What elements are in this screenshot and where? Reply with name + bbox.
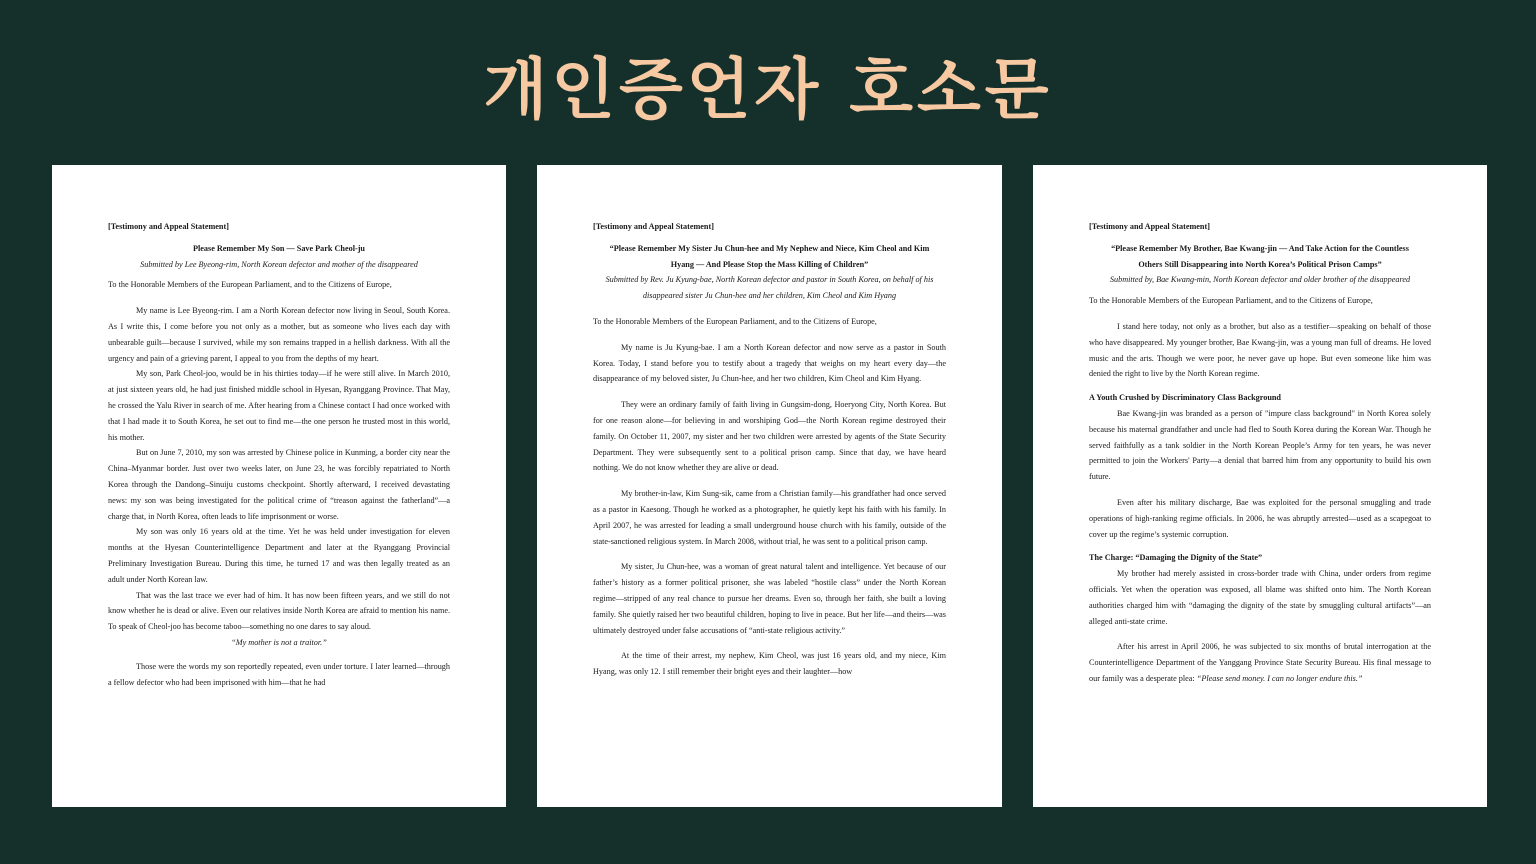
doc-salutation: To the Honorable Members of the European Parliament, and to the Citizens of Europe, [593,316,877,326]
doc-byline: Submitted by, Bae Kwang-min, North Korean defector and older brother of the disappeared [1109,275,1411,285]
doc-paragraph: But on June 7, 2010, my son was arrested by Chinese police in Kunming, a border city near the China–Myanmar border. Just over two weeks later, on June 23, he was forcibly repatriated to North Korea through the Dandong–Sinuiju customs checkpoint. Shortly afterward, I received devastating news: my son was being investigated for the political crime of “treason against the fatherland”—a charge that, in North Korea, often leads to life imprisonment or worse. [108,448,450,521]
doc-title: “Please Remember My Sister Ju Chun-hee and My Nephew and Niece, Kim Cheol and Kim Hyang — And Please Stop the Mass Killing of Children” [609,243,930,269]
doc-paragraph: My son, Park Cheol-joo, would be in his thirties today—if he were still alive. In March 2010, at just sixteen years old, he had just finished middle school in Hyesan, Ryanggang Province. That May, he crossed the Yalu River in search of me. After hearing from a Chinese contact I had once worked with that I had made it to South Korea, he set out to find me—the one person he trusted most in this world, his mother. [108,369,450,442]
doc-salutation: To the Honorable Members of the European Parliament, and to the Citizens of Europe, [108,280,392,290]
doc-paragraph: At the time of their arrest, my nephew, Kim Cheol, was just 16 years old, and my niece, Kim Hyang, was only 12. I still remember their bright eyes and their laughter—how [593,651,946,677]
doc-paragraph: Bae Kwang-jin was branded as a person of "impure class background" in North Korea solely because his maternal grandfather and uncle had fled to South Korea during the Korean War. Though he served faithfully as a tank soldier in the North Korean People’s Army for ten years, he was never permitted to join the Workers' Party—a denial that barred him from any opportunity to build his own future. [1089,408,1431,482]
doc-paragraph: My brother-in-law, Kim Sung-sik, came from a Christian family—his grandfather had once served as a pastor in Kaesong. Though he worked as a photographer, he quietly kept his faith with his family. In April 2007, he was arrested for leading a small underground house church with his family, outside of the state-sanctioned religious system. In March 2008, without trial, he was sent to a political prison camp. [593,489,946,546]
doc-paragraph: Those were the words my son reportedly repeated, even under torture. I later learned—through a fellow defector who had been imprisoned with him—that he had [108,661,450,687]
doc-title: “Please Remember My Brother, Bae Kwang-jin — And Take Action for the Countless Others Still Disappearing into North Korea’s Political Prison Camps” [1111,243,1409,269]
testimony-page-2 [537,165,1002,807]
doc-paragraph: Even after his military discharge, Bae was exploited for the personal smuggling and trade operations of high-ranking regime officials. In 2006, he was abruptly arrested—used as a scapegoat to cover up the regime’s systemic corruption. [1089,497,1431,539]
doc-paragraph: My brother had merely assisted in cross-border trade with China, under orders from regime officials. Yet when the operation was exposed, all blame was shifted onto him. The North Korean authorities charged him with “damaging the dignity of the state by smuggling cultural artifacts”—an alleged anti-state crime. [1089,569,1431,626]
doc-section-heading: A Youth Crushed by Discriminatory Class Background [1089,393,1281,403]
doc-paragraph: I stand here today, not only as a brother, but also as a testifier—speaking on behalf of those who have disappeared. My younger brother, Bae Kwang-jin, was a young man full of dreams. He loved music and the arts. Though we were poor, he never gave up hope. But even someone like him was denied the right to live by the North Korean regime. [1089,321,1431,379]
doc-inline-quote: “Please send money. I can no longer endure this.” [1196,673,1363,683]
doc-title: Please Remember My Son — Save Park Cheol-ju [193,243,365,253]
doc-byline: Submitted by Lee Byeong-rim, North Korean defector and mother of the disappeared [140,259,418,269]
doc-section-heading: The Charge: “Damaging the Dignity of the State” [1089,553,1263,563]
doc-byline: Submitted by Rev. Ju Kyung-bae, North Korean defector and pastor in South Korea, on behalf of his disappeared sister Ju Chun-hee and her children, Kim Cheol and Kim Hyang [605,275,934,301]
doc-header: [Testimony and Appeal Statement] [108,222,229,231]
doc-salutation: To the Honorable Members of the European Parliament, and to the Citizens of Europe, [1089,296,1373,306]
doc-header: [Testimony and Appeal Statement] [1089,222,1210,231]
doc-quote: “My mother is not a traitor.” [231,637,327,647]
doc-header: [Testimony and Appeal Statement] [593,222,714,231]
doc-paragraph: They were an ordinary family of faith living in Gungsim-dong, Hoeryong City, North Korea. But for one reason alone—for believing in and worshiping God—the North Korean regime destroyed their family. On October 11, 2007, my sister and her two children were arrested by agents of the State Security Department. They were subsequently sent to a political prison camp. Since that day, we have heard nothing. We do not know whether they are alive or dead. [593,400,946,473]
doc-paragraph-text: After his arrest in April 2006, he was subjected to six months of brutal interrogation at the Counterintelligence Department of the Yanggang Province State Security Bureau. His final message to our family was a desperate plea: [1089,642,1431,683]
doc-paragraph: My sister, Ju Chun-hee, was a woman of great natural talent and intelligence. Yet because of our father’s history as a former political prisoner, she was labeled “hostile class” under the North Korean regime—stripped of any real chance to pursue her dreams. Even so, through her faith, she built a loving family. She quietly raised her two beautiful children, hoping to live in peace. But her life—and theirs—was ultimately destroyed under false accusations of “anti-state religious activity.” [593,562,946,635]
doc-paragraph: My name is Ju Kyung-bae. I am a North Korean defector and now serve as a pastor in South Korea. Today, I stand before you to testify about a tragedy that weighs on my heart every day—the disappearance of my beloved sister, Ju Chun-hee, and her two children, Kim Cheol and Kim Hyang. [593,342,946,384]
doc-paragraph: That was the last trace we ever had of him. It has now been fifteen years, and we still do not know whether he is dead or alive. Even our relatives inside North Korea are afraid to mention his name. To speak of Cheol-joo has become taboo—something no one dares to say aloud. [108,590,450,632]
testimony-page-1 [52,165,506,807]
doc-paragraph: My son was only 16 years old at the time. Yet he was held under investigation for eleven months at the Hyesan Counterintelligence Department and later at the Ryanggang Provincial Preliminary Investigation Bureau. During this time, he turned 17 and was then legally treated as an adult under North Korean law. [108,527,450,584]
slide-title: 개인증언자 호소문 [483,51,1053,128]
doc-paragraph [1089,639,1431,686]
testimony-page-3 [1033,165,1487,807]
doc-paragraph: My name is Lee Byeong-rim. I am a North Korean defector now living in Seoul, South Korea. As I write this, I come before you not only as a mother, but as someone who lives each day with unbearable guilt—because I survived, while my son remains trapped in a hellish darkness. With all the urgency and pain of a grieving parent, I appeal to you from the depths of my heart. [108,306,450,363]
